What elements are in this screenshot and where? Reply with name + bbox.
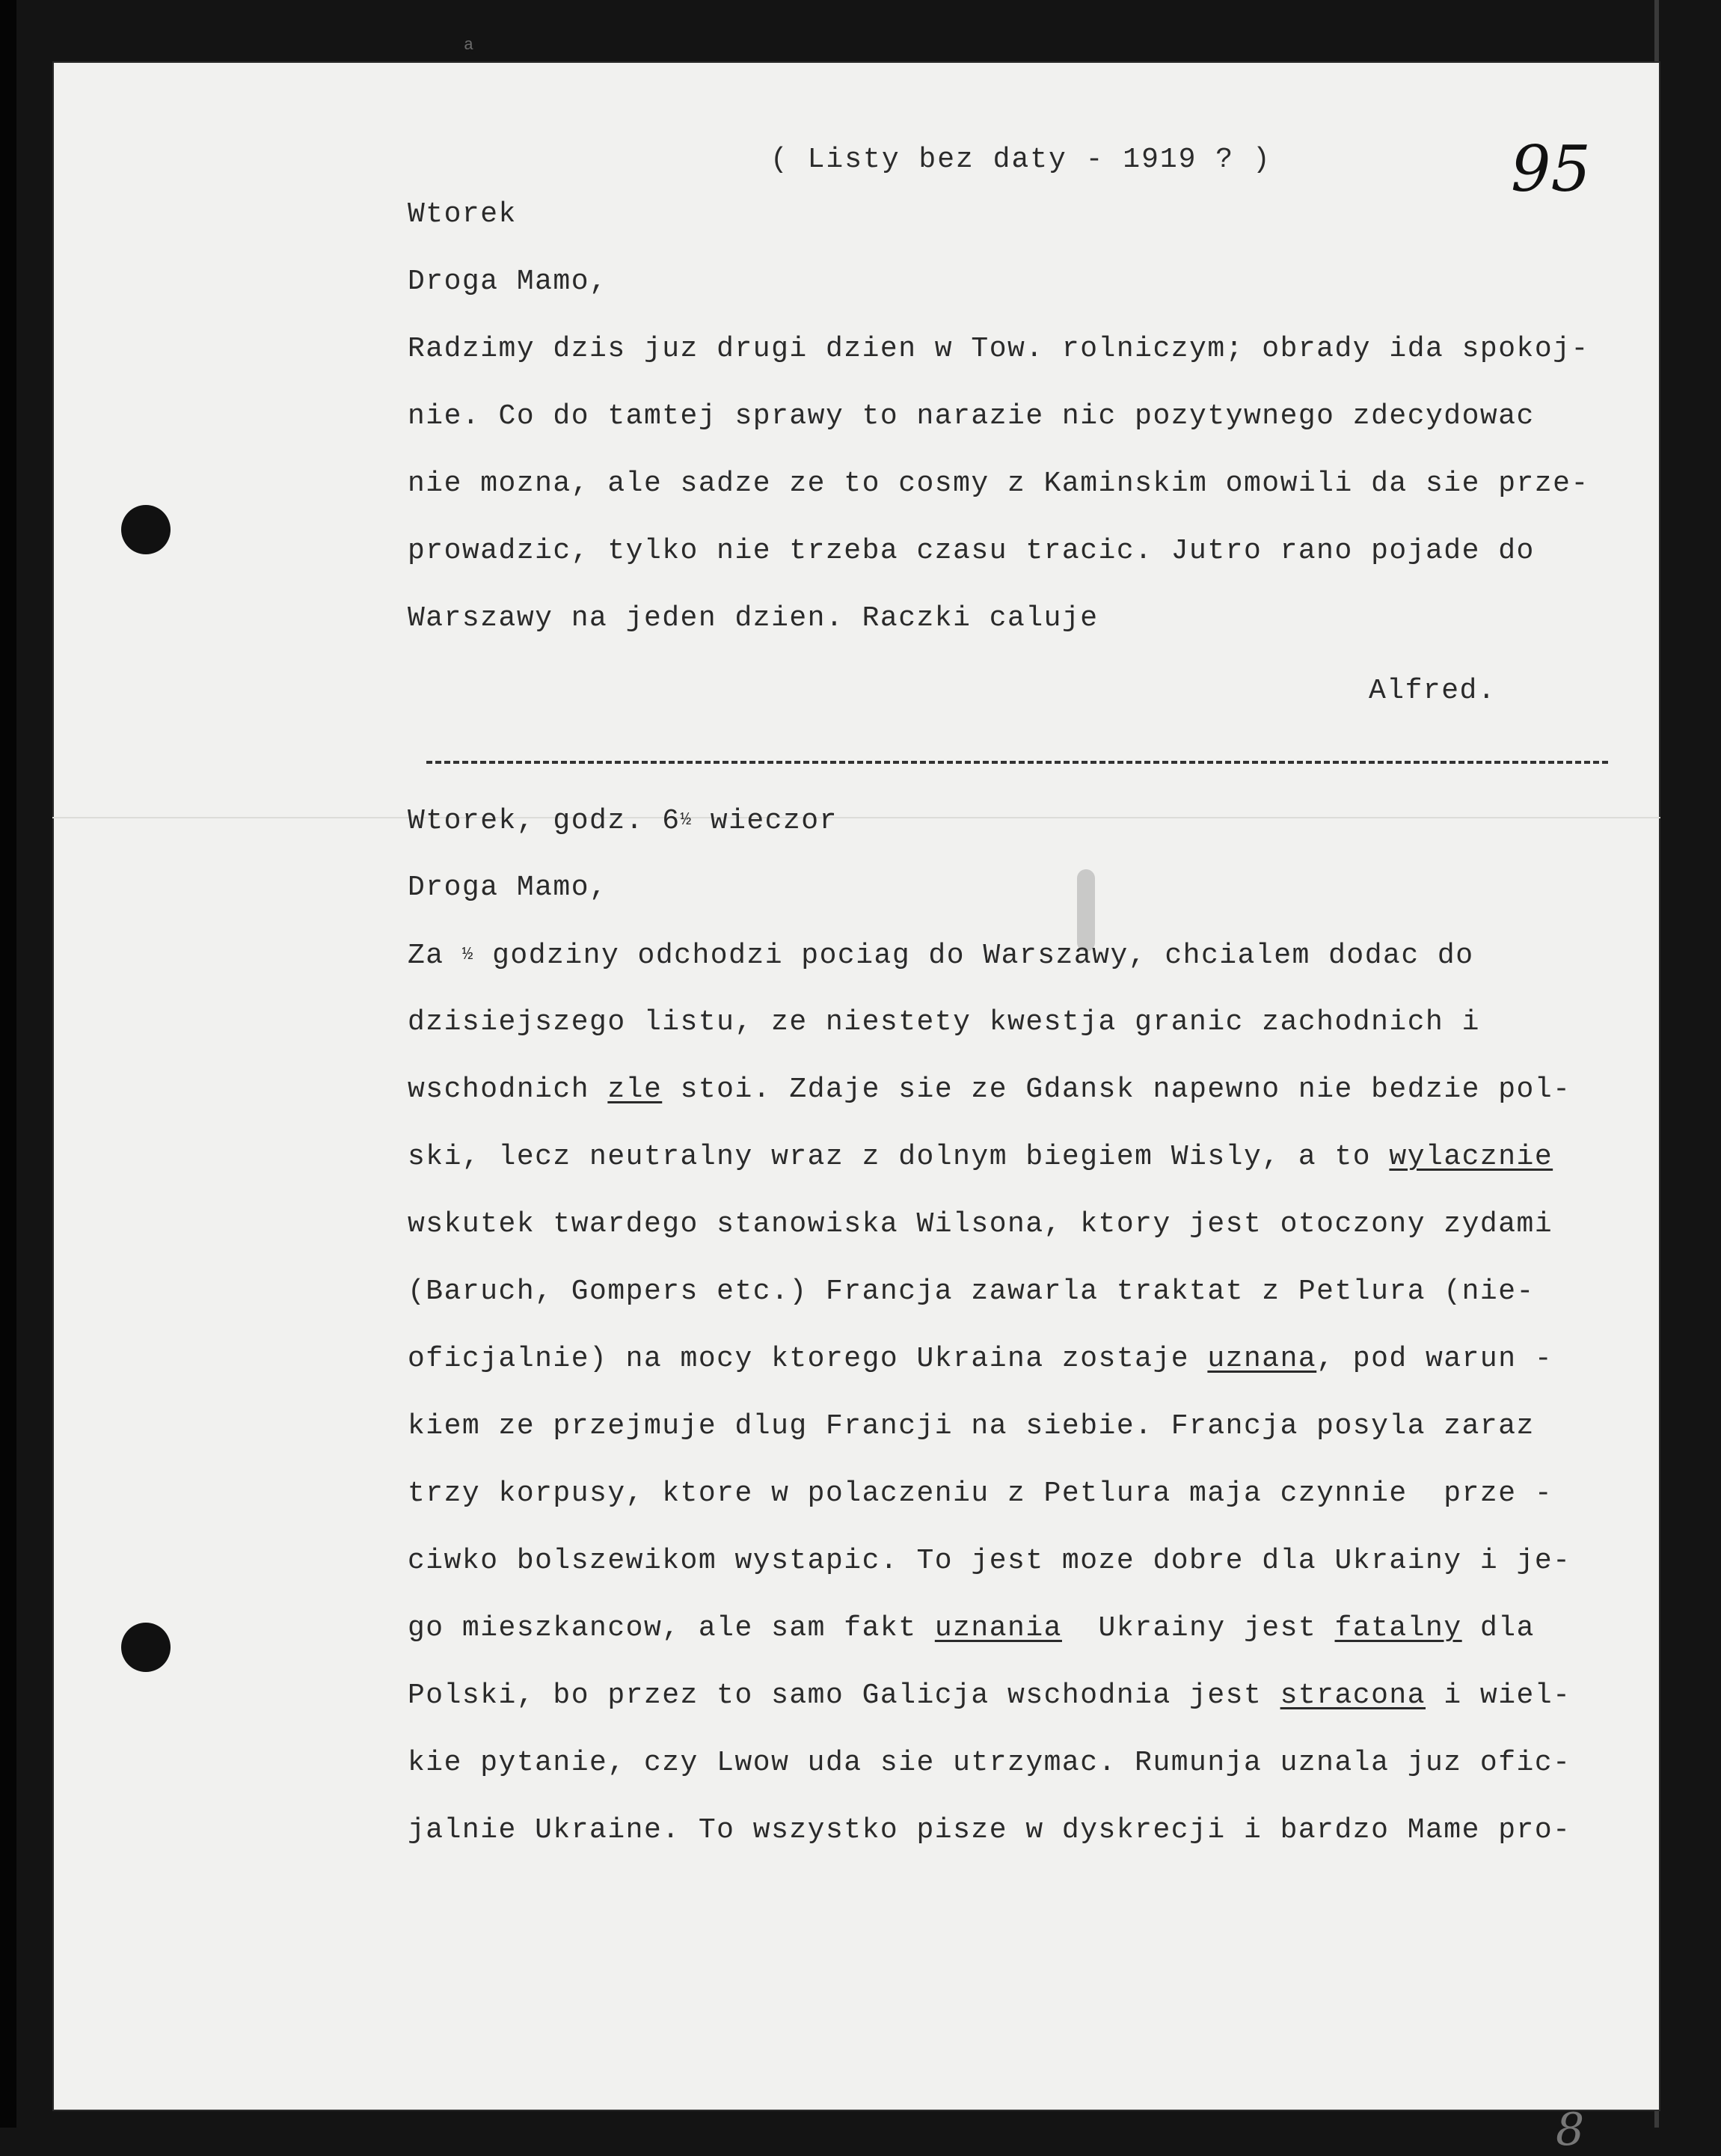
dashed-separator: [426, 761, 1608, 764]
pencil-mark: 8: [1556, 2104, 1585, 2156]
underlined-text: stracona: [1280, 1679, 1426, 1712]
letter-line: kiem ze przejmuje dlug Francji na siebie. Francja posyla zaraz: [408, 1410, 1535, 1442]
letter-line: (Baruch, Gompers etc.) Francja zawarla traktat z Petlura (nie-: [408, 1275, 1535, 1308]
underlined-text: fatalny: [1334, 1612, 1462, 1644]
letter-line: [408, 1595, 1657, 1662]
letter-line: [408, 1124, 1657, 1191]
text-run: , pod warun -: [1316, 1343, 1553, 1375]
text-run: dla: [1461, 1612, 1535, 1644]
signature-text: Alfred.: [1369, 675, 1497, 707]
letter-line: prowadzic, tylko nie trzeba czasu tracic. Jutro rano pojade do: [408, 535, 1535, 567]
letter-line: [408, 922, 1657, 989]
letter-line: nie. Co do tamtej sprawy to narazie nic pozytywnego zdecydowac: [408, 400, 1535, 432]
punch-hole-top: [121, 505, 171, 554]
letter-line: ciwko bolszewikom wystapic. To jest moze dobre dla Ukrainy i je-: [408, 1545, 1571, 1577]
letter-line: [408, 1056, 1657, 1124]
letter-line: jalnie Ukraine. To wszystko pisze w dyskrecji i bardzo Mame pro-: [408, 1814, 1571, 1846]
letter-line: wskutek twardego stanowiska Wilsona, ktory jest otoczony zydami: [408, 1208, 1553, 1240]
letter-line: kie pytanie, czy Lwow uda sie utrzymac. Rumunja uznala juz ofic-: [408, 1747, 1571, 1779]
letter-line: trzy korpusy, ktore w polaczeniu z Petlura maja czynnie prze -: [408, 1477, 1553, 1510]
underlined-text: uznania: [934, 1612, 1062, 1644]
underlined-text: uznana: [1207, 1343, 1317, 1375]
underlined-text: wylacznie: [1389, 1141, 1553, 1173]
document-page: [52, 61, 1660, 2156]
letter-line: Warszawy na jeden dzien. Raczki caluje: [408, 602, 1099, 634]
text-run: godziny odchodzi pociag do Warszawy, chcialem dodac do: [473, 940, 1474, 973]
handwritten-page-number: 95: [1511, 132, 1591, 206]
text-run: go mieszkancow, ale sam fakt: [408, 1612, 935, 1644]
letter-line: dzisiejszego listu, ze niestety kwestja granic zachodnich i: [408, 1006, 1480, 1038]
document-header: ( Listy bez daty - 1919 ? ): [770, 144, 1271, 176]
letter-line: [408, 1662, 1657, 1730]
letter-line: [408, 1326, 1657, 1393]
text-run: i wiel-: [1426, 1679, 1571, 1712]
underlined-text: zle: [607, 1074, 663, 1106]
dateline-fraction: ½: [680, 810, 693, 830]
text-run: Ukrainy jest: [1061, 1612, 1335, 1644]
scan-frame-left: [0, 0, 16, 2128]
fraction-text: ½: [461, 945, 474, 965]
text-run: Polski, bo przez to samo Galicja wschodnia jest: [408, 1679, 1280, 1712]
scan-mark: a: [464, 36, 474, 55]
text-run: oficjalnie) na mocy ktorego Ukraina zostaje: [408, 1343, 1208, 1375]
dateline-suffix: wieczor: [692, 805, 838, 838]
dateline-text: Wtorek, godz. 6: [408, 805, 681, 838]
text-run: stoi. Zdaje sie ze Gdansk napewno nie bedzie pol-: [662, 1074, 1571, 1106]
letter-line: Wtorek: [408, 198, 517, 230]
letter-line: Droga Mamo,: [408, 266, 608, 298]
letter-line: Radzimy dzis juz drugi dzien w Tow. rolniczym; obrady ida spokoj-: [408, 333, 1589, 365]
punch-hole-bottom: [121, 1623, 171, 1672]
text-run: wschodnich: [408, 1074, 608, 1106]
letter-greeting: Droga Mamo,: [408, 872, 608, 904]
letter-second: [408, 787, 1657, 1864]
letter-dateline: [408, 787, 1657, 854]
letter-line: nie mozna, ale sadze ze to cosmy z Kaminskim omowili da sie prze-: [408, 468, 1589, 500]
text-run: Za: [408, 940, 462, 973]
letter-first: [408, 181, 1657, 652]
text-run: ski, lecz neutralny wraz z dolnym biegiem Wisly, a to: [408, 1141, 1390, 1173]
